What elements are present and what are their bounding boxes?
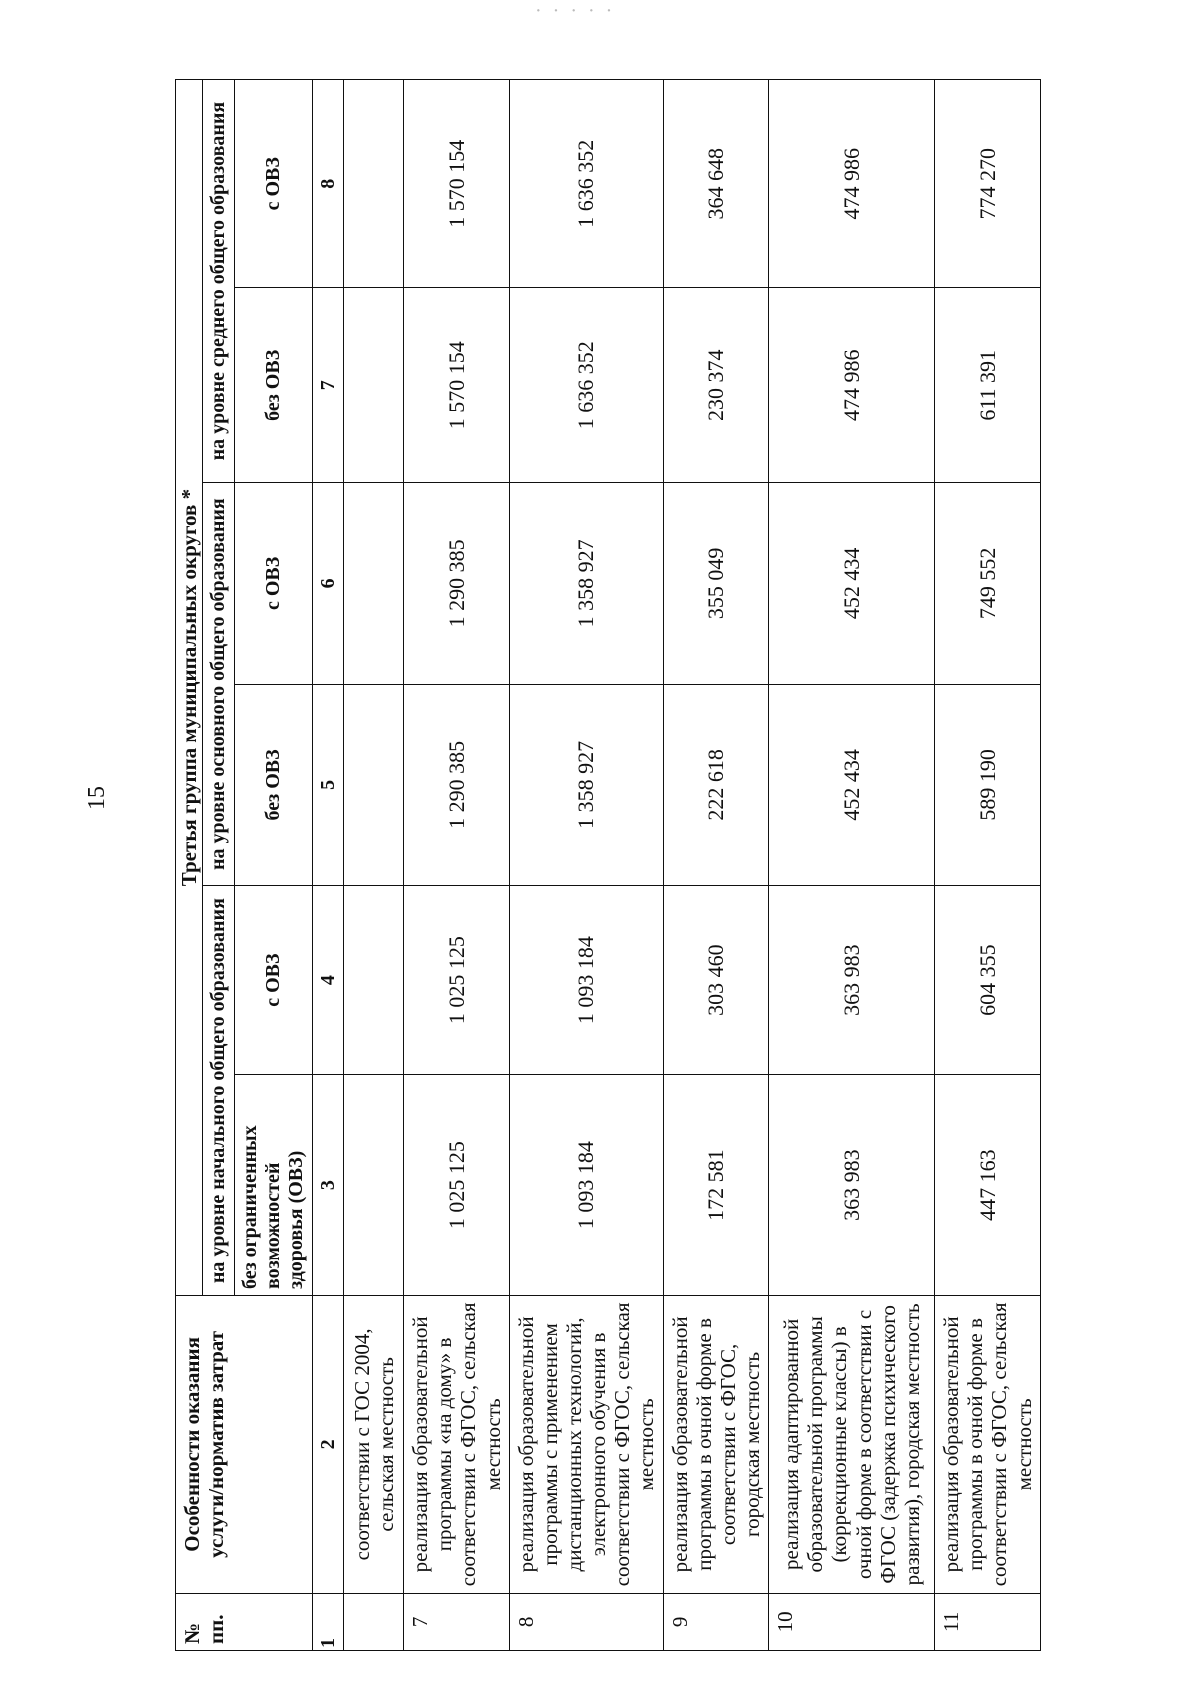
cell-value: 222 618 bbox=[663, 684, 769, 886]
cell-value: 364 648 bbox=[663, 80, 769, 288]
table-row bbox=[344, 80, 404, 1651]
header-feature: Особенности оказания услуги/норматив затрат bbox=[176, 1296, 313, 1594]
cell-value: 363 983 bbox=[769, 1075, 935, 1296]
cell-value: 1 570 154 bbox=[404, 80, 510, 288]
table-row bbox=[935, 80, 1041, 1651]
header-level-basic: на уровне основного общего образования bbox=[203, 483, 235, 886]
page-number: 15 bbox=[84, 786, 110, 810]
cell-value: 1 358 927 bbox=[509, 684, 663, 886]
cell-value: 172 581 bbox=[663, 1075, 769, 1296]
cell-value: 774 270 bbox=[935, 80, 1041, 288]
cell-value: 604 355 bbox=[935, 886, 1041, 1075]
scan-artifact: · · · · · bbox=[535, 0, 616, 22]
col-index-3: 3 bbox=[313, 1075, 344, 1296]
cell-value: 1 358 927 bbox=[509, 483, 663, 685]
cell-value: 1 636 352 bbox=[509, 80, 663, 288]
cell-value: 474 986 bbox=[769, 288, 935, 483]
header-secondary-no-ovz: без ОВЗ bbox=[235, 288, 313, 483]
cell-value: 1 290 385 bbox=[404, 684, 510, 886]
cell-value: 611 391 bbox=[935, 288, 1041, 483]
row-description: реализация адаптированной образовательной программы (коррекционные классы) в очной форме в соответствии с ФГОС (задержка психического развития), городская местность bbox=[769, 1296, 935, 1594]
header-group: Третья группа муниципальных округов * bbox=[176, 80, 203, 1296]
row-number bbox=[344, 1593, 404, 1650]
cost-norms-table bbox=[175, 79, 1041, 1651]
table-row bbox=[404, 80, 510, 1651]
cell-value bbox=[344, 1075, 404, 1296]
cell-value: 452 434 bbox=[769, 684, 935, 886]
cell-value: 1 093 184 bbox=[509, 1075, 663, 1296]
cell-value: 363 983 bbox=[769, 886, 935, 1075]
cell-value: 589 190 bbox=[935, 684, 1041, 886]
col-index-8: 8 bbox=[313, 80, 344, 288]
col-index-7: 7 bbox=[313, 288, 344, 483]
cell-value: 1 093 184 bbox=[509, 886, 663, 1075]
header-primary-ovz: с ОВЗ bbox=[235, 886, 313, 1075]
header-primary-no-ovz: без ограниченных возможностей здоровья (ОВЗ) bbox=[235, 1075, 313, 1296]
header-num: № пп. bbox=[176, 1593, 313, 1650]
column-index-row bbox=[313, 80, 344, 1651]
row-description: реализация образовательной программы «на дому» в соответствии с ФГОС, сельская местность bbox=[404, 1296, 510, 1594]
col-index-2: 2 bbox=[313, 1296, 344, 1594]
row-description: реализация образовательной программы с применением дистанционных технологий, электронного обучения в соответствии с ФГОС, сельская местность bbox=[509, 1296, 663, 1594]
cell-value: 1 025 125 bbox=[404, 1075, 510, 1296]
col-index-5: 5 bbox=[313, 684, 344, 886]
header-basic-ovz: с ОВЗ bbox=[235, 483, 313, 685]
header-secondary-ovz: с ОВЗ bbox=[235, 80, 313, 288]
row-description: соответствии с ГОС 2004, сельская местность bbox=[344, 1296, 404, 1594]
header-level-primary: на уровне начального общего образования bbox=[203, 886, 235, 1296]
header-row-1 bbox=[176, 80, 203, 1651]
header-level-secondary: на уровне среднего общего образования bbox=[203, 80, 235, 483]
table-row bbox=[509, 80, 663, 1651]
cell-value: 1 570 154 bbox=[404, 288, 510, 483]
cell-value bbox=[344, 684, 404, 886]
cell-value: 452 434 bbox=[769, 483, 935, 685]
cell-value bbox=[344, 483, 404, 685]
cell-value: 303 460 bbox=[663, 886, 769, 1075]
cell-value bbox=[344, 80, 404, 288]
cell-value: 1 025 125 bbox=[404, 886, 510, 1075]
table-row bbox=[663, 80, 769, 1651]
cell-value: 474 986 bbox=[769, 80, 935, 288]
row-number: 11 bbox=[935, 1593, 1041, 1650]
rotated-table-wrapper bbox=[175, 79, 1041, 1651]
cell-value: 355 049 bbox=[663, 483, 769, 685]
cell-value bbox=[344, 288, 404, 483]
row-description: реализация образовательной программы в очной форме в соответствии с ФГОС, сельская местность bbox=[935, 1296, 1041, 1594]
cell-value: 230 374 bbox=[663, 288, 769, 483]
cell-value: 749 552 bbox=[935, 483, 1041, 685]
cell-value: 447 163 bbox=[935, 1075, 1041, 1296]
cell-value: 1 636 352 bbox=[509, 288, 663, 483]
row-number: 10 bbox=[769, 1593, 935, 1650]
header-basic-no-ovz: без ОВЗ bbox=[235, 684, 313, 886]
cell-value bbox=[344, 886, 404, 1075]
col-index-1: 1 bbox=[313, 1593, 344, 1650]
table-row bbox=[769, 80, 935, 1651]
row-number: 8 bbox=[509, 1593, 663, 1650]
col-index-6: 6 bbox=[313, 483, 344, 685]
row-number: 9 bbox=[663, 1593, 769, 1650]
cell-value: 1 290 385 bbox=[404, 483, 510, 685]
row-number: 7 bbox=[404, 1593, 510, 1650]
row-description: реализация образовательной программы в очной форме в соответствии с ФГОС, городская местность bbox=[663, 1296, 769, 1594]
col-index-4: 4 bbox=[313, 886, 344, 1075]
